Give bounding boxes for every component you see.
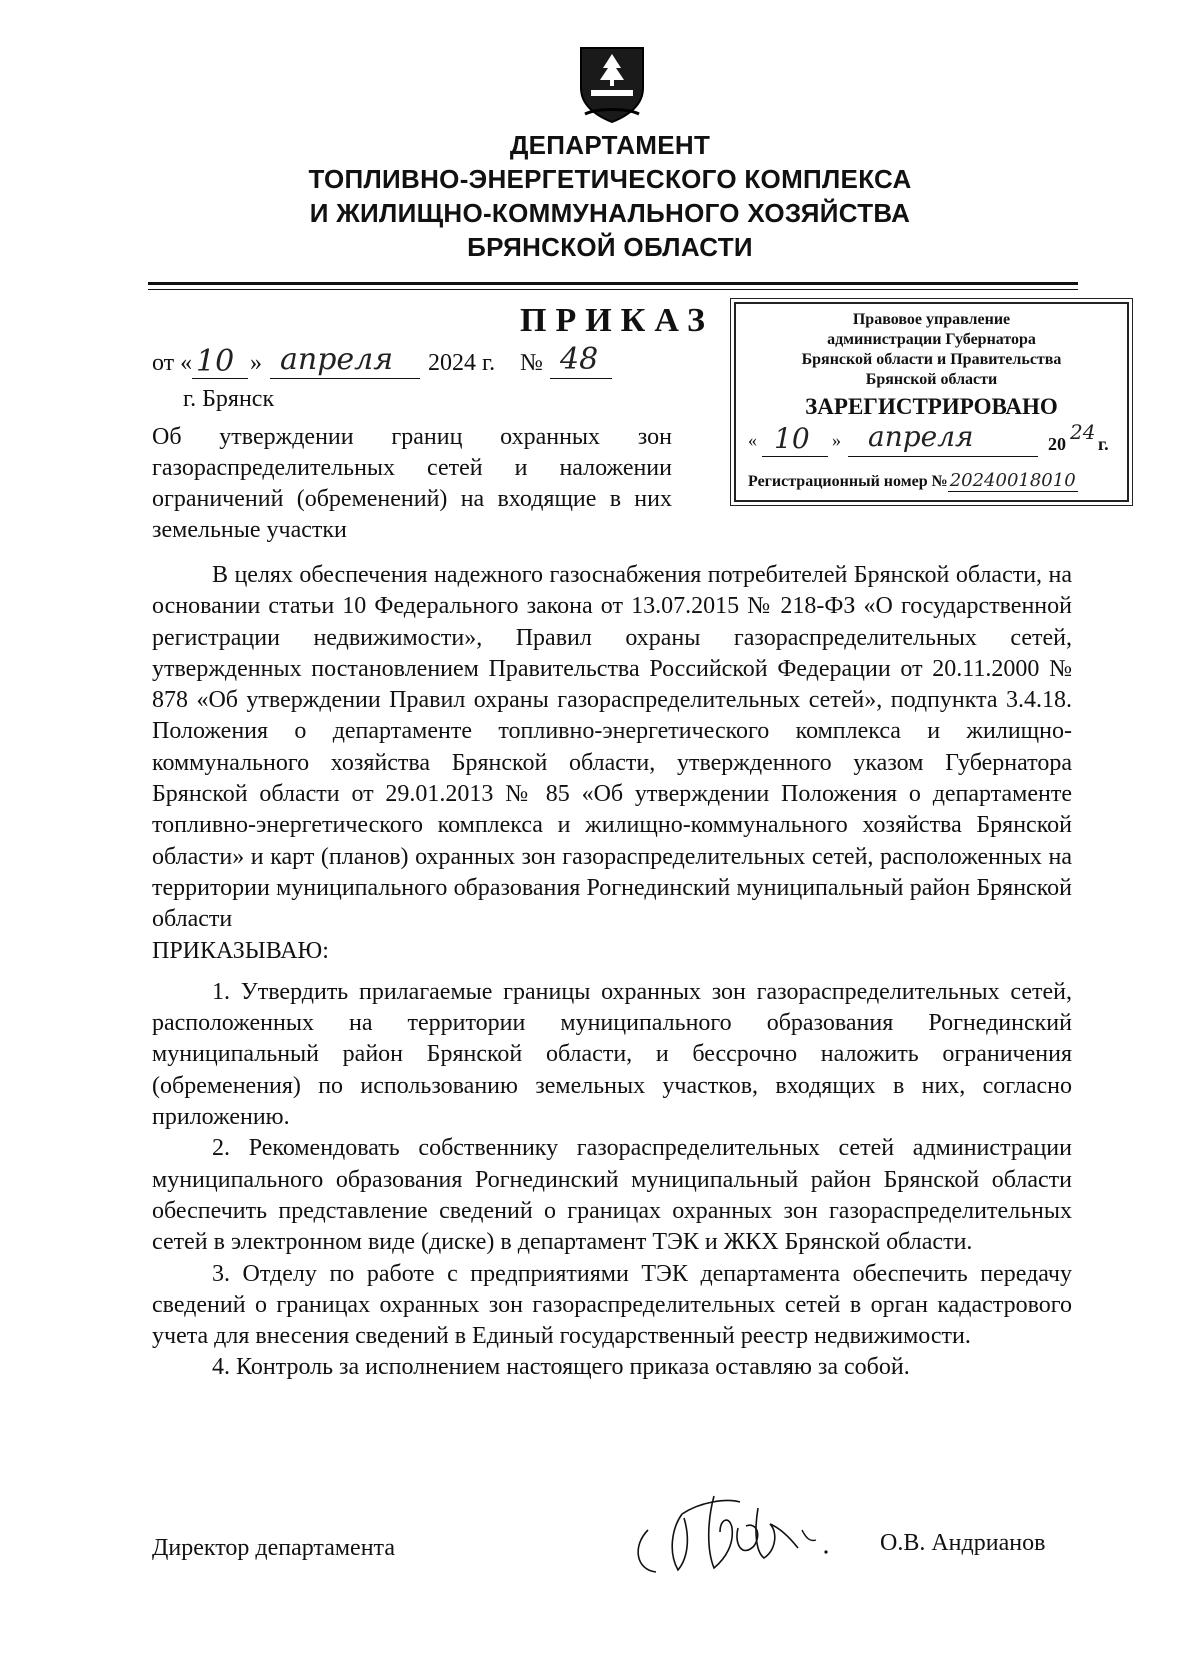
stamp-month-underline [848,456,1038,457]
stamp-line: Брянской области и Правительства [801,351,1062,368]
stamp-date [748,420,1118,462]
order-item: 2. Рекомендовать собственнику газораспределительных сетей администрации муниципального образования Рогнединский муниципальный район Брянской области обеспечить представление сведений о границах охранных зон газораспределительных сетей в электронном виде (диске) в департамент ТЭК и ЖКХ Брянской области. [152,1135,1072,1256]
stamp-year-handwritten: 24 [1070,420,1096,444]
order-body [152,560,1072,1384]
signatory-name: О.В. Андрианов [880,1530,1046,1556]
department-line: И ЖИЛИЩНО-КОММУНАЛЬНОГО ХОЗЯЙСТВА [309,198,911,228]
stamp-year-prefix: 20 [1048,434,1066,454]
number-underline [550,378,612,379]
department-line: ТОПЛИВНО-ЭНЕРГЕТИЧЕСКОГО КОМПЛЕКСА [308,164,912,194]
department-line: ДЕПАРТАМЕНТ [509,130,711,160]
stamp-year-unit: г. [1098,434,1109,454]
order-item: 4. Контроль за исполнением настоящего приказа оставляю за собой. [212,1354,910,1381]
registration-stamp [734,302,1129,502]
department-header [150,128,1070,264]
stamp-line: Правовое управление [852,311,1011,328]
signatory-title: Директор департамента [152,1535,395,1561]
stamp-line: Брянской области [865,371,998,388]
order-number-handwritten: 48 [560,342,599,377]
stamp-quote-close: » [832,430,841,450]
month-underline [270,378,420,379]
stamp-quote-open: « [748,430,757,450]
preamble-paragraph: В целях обеспечения надежного газоснабжения потребителей Брянской области, на основании статьи 10 Федерального закона от 13.07.2015 № 218-ФЗ «О государственной регистрации недвижимости», Правил охраны газораспределительных сетей, утвержденных постановлением Правительства Российской Федерации от 20.11.2000 № 878 «Об утверждении Правил охраны газораспределительных сетей», подпункта 3.4.18. Положения о департаменте топливно-энергетического комплекса и жилищно-коммунального хозяйства Брянской области, утвержденного указом Губернатора Брянской области от 29.01.2013 № 85 «Об утверждении Положения о департаменте топливно-энергетического комплекса и жилищно-коммунального хозяйства Брянской области» и карт (планов) охранных зон газораспределительных сетей, расположенных на территории муниципального образования Рогнединский муниципальный район Брянской области [152,562,1072,933]
stamp-day-underline [762,456,828,457]
department-line: БРЯНСКОЙ ОБЛАСТИ [467,232,753,262]
order-subject: Об утверждении границ охранных зон газораспределительных сетей и наложении ограничений (обременений) на входящие в них земельные участки [152,424,672,543]
number-label: № [520,350,543,376]
order-item: 3. Отделу по работе с предприятиями ТЭК департамента обеспечить передачу сведений о границах охранных зон газораспределительных сетей в орган кадастрового учета для внесения сведений в Единый государственный реестр недвижимости. [152,1260,1072,1350]
header-divider-thick [148,282,1078,285]
stamp-regnum-label: Регистрационный номер № [748,473,948,490]
order-day-handwritten: 10 [196,344,235,379]
header-divider-thin [148,289,1078,290]
stamp-regnum-handwritten: 20240018010 [949,470,1076,491]
order-year: 2024 г. [428,350,496,376]
order-date-line [152,342,692,390]
stamp-registered-label: ЗАРЕГИСТРИРОВАНО [805,394,1058,419]
date-prefix: от « [152,350,193,376]
order-title: ПРИКАЗ [520,302,714,339]
order-month-handwritten: апреля [280,342,394,377]
order-city: г. Брянск [183,386,275,412]
order-item: 1. Утвердить прилагаемые границы охранных зон газораспределительных сетей, расположенных на территории муниципального образования Рогнединский муниципальный район Брянской области, и бессрочно наложить ограничения (обременения) по использованию земельных участков, входящих в них, согласно приложению. [152,978,1072,1131]
order-word: ПРИКАЗЫВАЮ: [152,937,329,964]
stamp-regnum-row [748,470,1078,491]
coat-of-arms-emblem [577,44,647,124]
stamp-month-handwritten: апреля [868,420,974,453]
date-quote-close: » [250,350,262,376]
handwritten-signature [630,1488,845,1578]
stamp-day-handwritten: 10 [774,422,810,455]
stamp-line: администрации Губернатора [827,331,1036,348]
